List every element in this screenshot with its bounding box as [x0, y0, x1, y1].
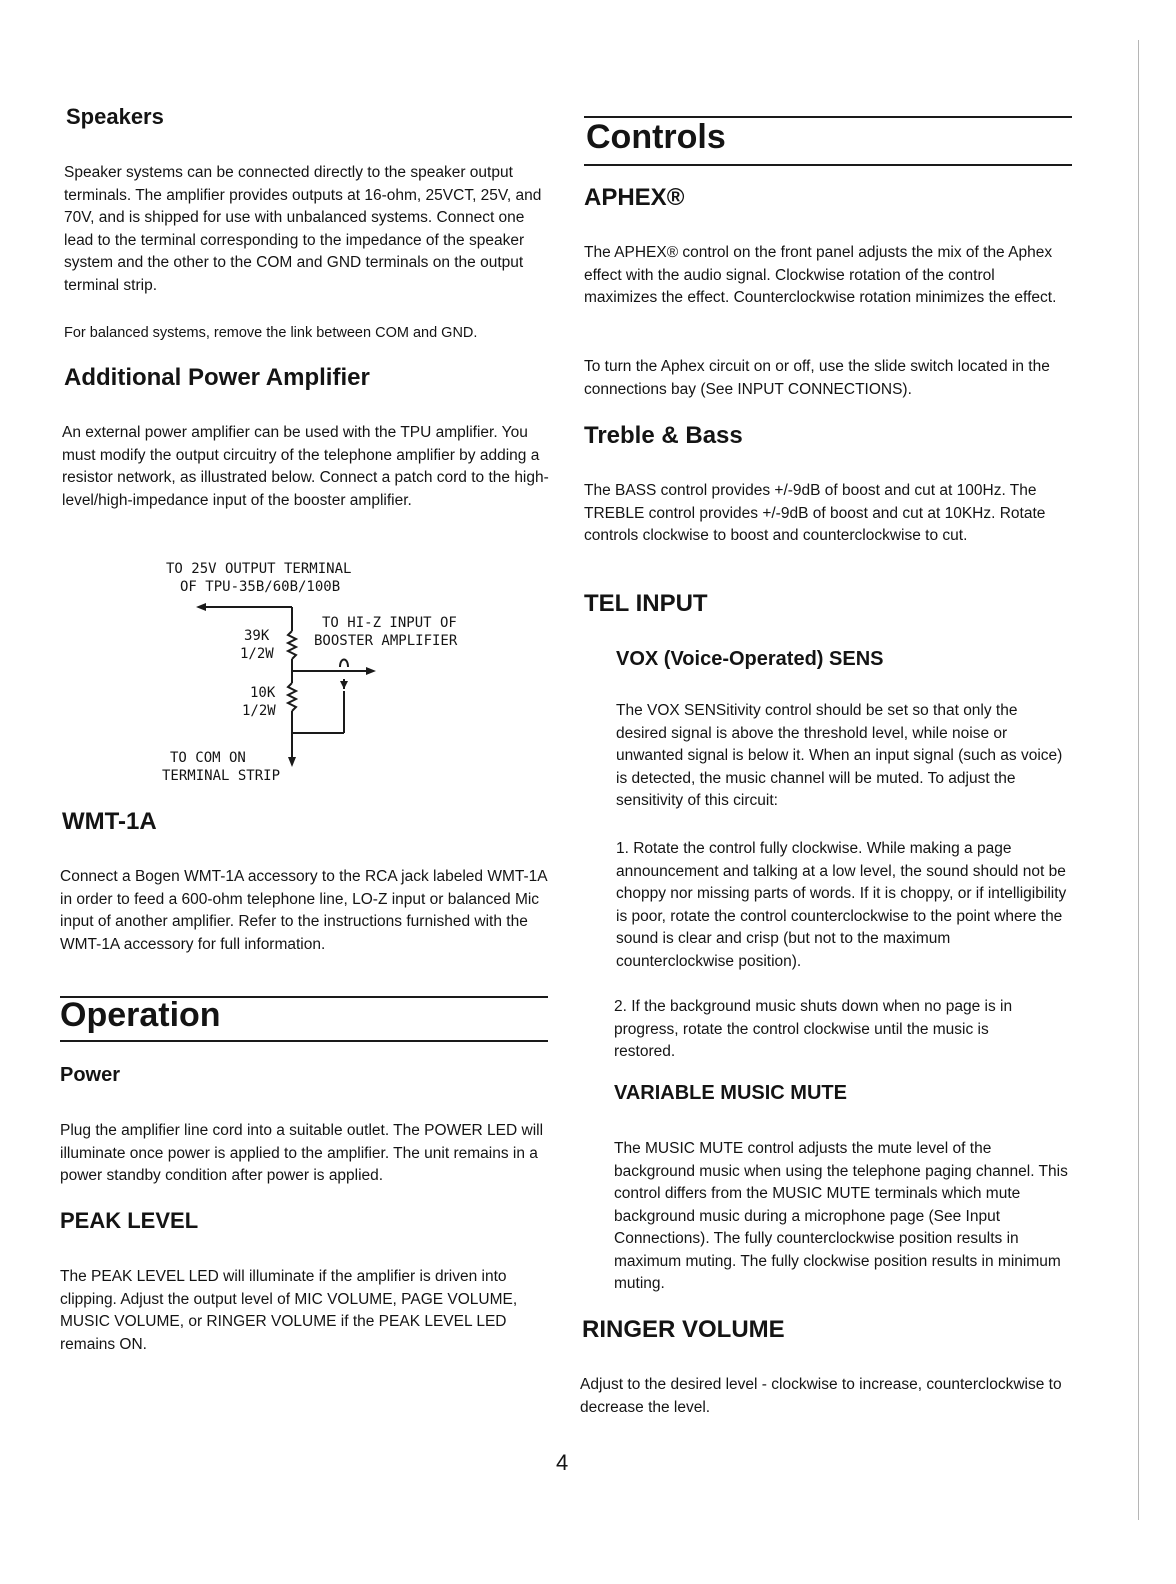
- treble-bass-heading: Treble & Bass: [584, 422, 743, 449]
- vox-body: The VOX SENSitivity control should be set so that only the desired signal is above the threshold level, while noise or unwanted signal is below it. When an input signal (such as voice) is detected, the music channel will be muted. To adjust the sensitivity of this circuit:: [616, 702, 1063, 809]
- aphex-body-1: The APHEX® control on the front panel adjusts the mix of the Aphex effect with the audio signal. Clockwise rotation of the control maximizes the effect. Counterclockwise rotation minimizes the effect.: [584, 244, 1057, 306]
- hiz-label-1: TO HI-Z INPUT OF: [322, 615, 457, 631]
- peak-level-body: The PEAK LEVEL LED will illuminate if the amplifier is driven into clipping. Adjust the output level of MIC VOLUME, PAGE VOLUME, MUSIC VOLUME, or RINGER VOLUME if the PEAK LEVEL LED remains ON.: [60, 1268, 518, 1353]
- resistor-10k: [288, 683, 296, 711]
- vox-step-2: 2. If the background music shuts down when no page is in progress, rotate the control clockwise until the music is restored.: [614, 998, 1013, 1060]
- page-edge-line: [1138, 40, 1139, 1520]
- music-mute-body: The MUSIC MUTE control adjusts the mute level of the background music when using the telephone paging channel. This control differs from the MUSIC MUTE terminals which mute background music during a microphone page (See Input Connections). The fully counterclockwise position results in maximum muting. The fully clockwise position results in minimum muting.: [614, 1140, 1068, 1292]
- com-label-2: TERMINAL STRIP: [162, 768, 281, 784]
- tel-input-heading: TEL INPUT: [584, 590, 708, 617]
- r2-watt-label: 1/2W: [242, 703, 276, 719]
- r1-watt-label: 1/2W: [240, 646, 274, 662]
- aphex-body-2: To turn the Aphex circuit on or off, use the slide switch located in the connections bay (See INPUT CONNECTIONS).: [584, 358, 1050, 398]
- hiz-arrow: [366, 667, 376, 675]
- ringer-volume-body: Adjust to the desired level - clockwise to increase, counterclockwise to decrease the level.: [580, 1376, 1062, 1416]
- r1-value-label: 39K: [244, 628, 270, 644]
- operation-heading: Operation: [60, 996, 221, 1034]
- hiz-label-2: BOOSTER AMPLIFIER: [314, 633, 458, 649]
- output-arrow: [196, 603, 206, 611]
- controls-heading: Controls: [586, 118, 726, 156]
- r2-value-label: 10K: [250, 685, 276, 701]
- com-arrow: [288, 757, 296, 767]
- vox-step-1: 1. Rotate the control fully clockwise. While making a page announcement and talking at a low level, the sound should not be choppy nor missing parts of words. If it is choppy, or if intelligibility is poor, rotate the control counterclockwise to the point where the sound is clear and crisp (but not to the maximum counterclockwise position).: [616, 840, 1067, 970]
- additional-amp-heading: Additional Power Amplifier: [64, 364, 370, 391]
- page-number: 4: [556, 1450, 569, 1475]
- rca-shield-arrow: [340, 681, 348, 689]
- circuit-drawing: [190, 595, 390, 770]
- speakers-body: Speaker systems can be connected directly to the speaker output terminals. The amplifier provides outputs at 16-ohm, 25VCT, 25V, and 70V, and is shipped for use with unbalanced systems. Connect one lead to the terminal corresponding to the impedance of the speaker system and the other to the COM and GND terminals on the output terminal strip.: [64, 164, 542, 294]
- rca-plug-symbol: [340, 660, 348, 668]
- speakers-note: For balanced systems, remove the link between COM and GND.: [64, 325, 478, 341]
- resistor-39k: [288, 631, 296, 659]
- power-body: Plug the amplifier line cord into a suitable outlet. The POWER LED will illuminate once power is applied to the amplifier. The unit remains in a power standby condition after power is applied.: [60, 1122, 544, 1184]
- controls-bottom-rule: [584, 164, 1072, 166]
- aphex-heading: APHEX®: [584, 184, 685, 211]
- diagram-top-label-1: TO 25V OUTPUT TERMINAL: [166, 561, 352, 577]
- vox-heading: VOX (Voice-Operated) SENS: [616, 648, 884, 670]
- ringer-volume-heading: RINGER VOLUME: [582, 1316, 785, 1343]
- speakers-heading: Speakers: [66, 104, 164, 129]
- peak-level-heading: PEAK LEVEL: [60, 1208, 199, 1233]
- wmt-heading: WMT-1A: [62, 808, 157, 835]
- power-heading: Power: [60, 1064, 121, 1086]
- wmt-body: Connect a Bogen WMT-1A accessory to the RCA jack labeled WMT-1A in order to feed a 600-ohm telephone line, LO-Z input or balanced Mic input of another amplifier. Refer to the instructions furnished with the WMT-1A accessory for full information.: [60, 868, 547, 953]
- treble-bass-body: The BASS control provides +/-9dB of boost and cut at 100Hz. The TREBLE control provides +/-9dB of boost and cut at 10KHz. Rotate controls clockwise to boost and counterclockwise to cut.: [584, 482, 1046, 544]
- additional-amp-body: An external power amplifier can be used with the TPU amplifier. You must modify the output circuitry of the telephone amplifier by adding a resistor network, as illustrated below. Connect a patch cord to the high-level/high-impedance input of the booster amplifier.: [62, 424, 549, 509]
- music-mute-heading: VARIABLE MUSIC MUTE: [614, 1082, 847, 1104]
- operation-bottom-rule: [60, 1040, 548, 1042]
- diagram-top-label-2: OF TPU-35B/60B/100B: [180, 579, 341, 595]
- com-label-1: TO COM ON: [170, 750, 246, 766]
